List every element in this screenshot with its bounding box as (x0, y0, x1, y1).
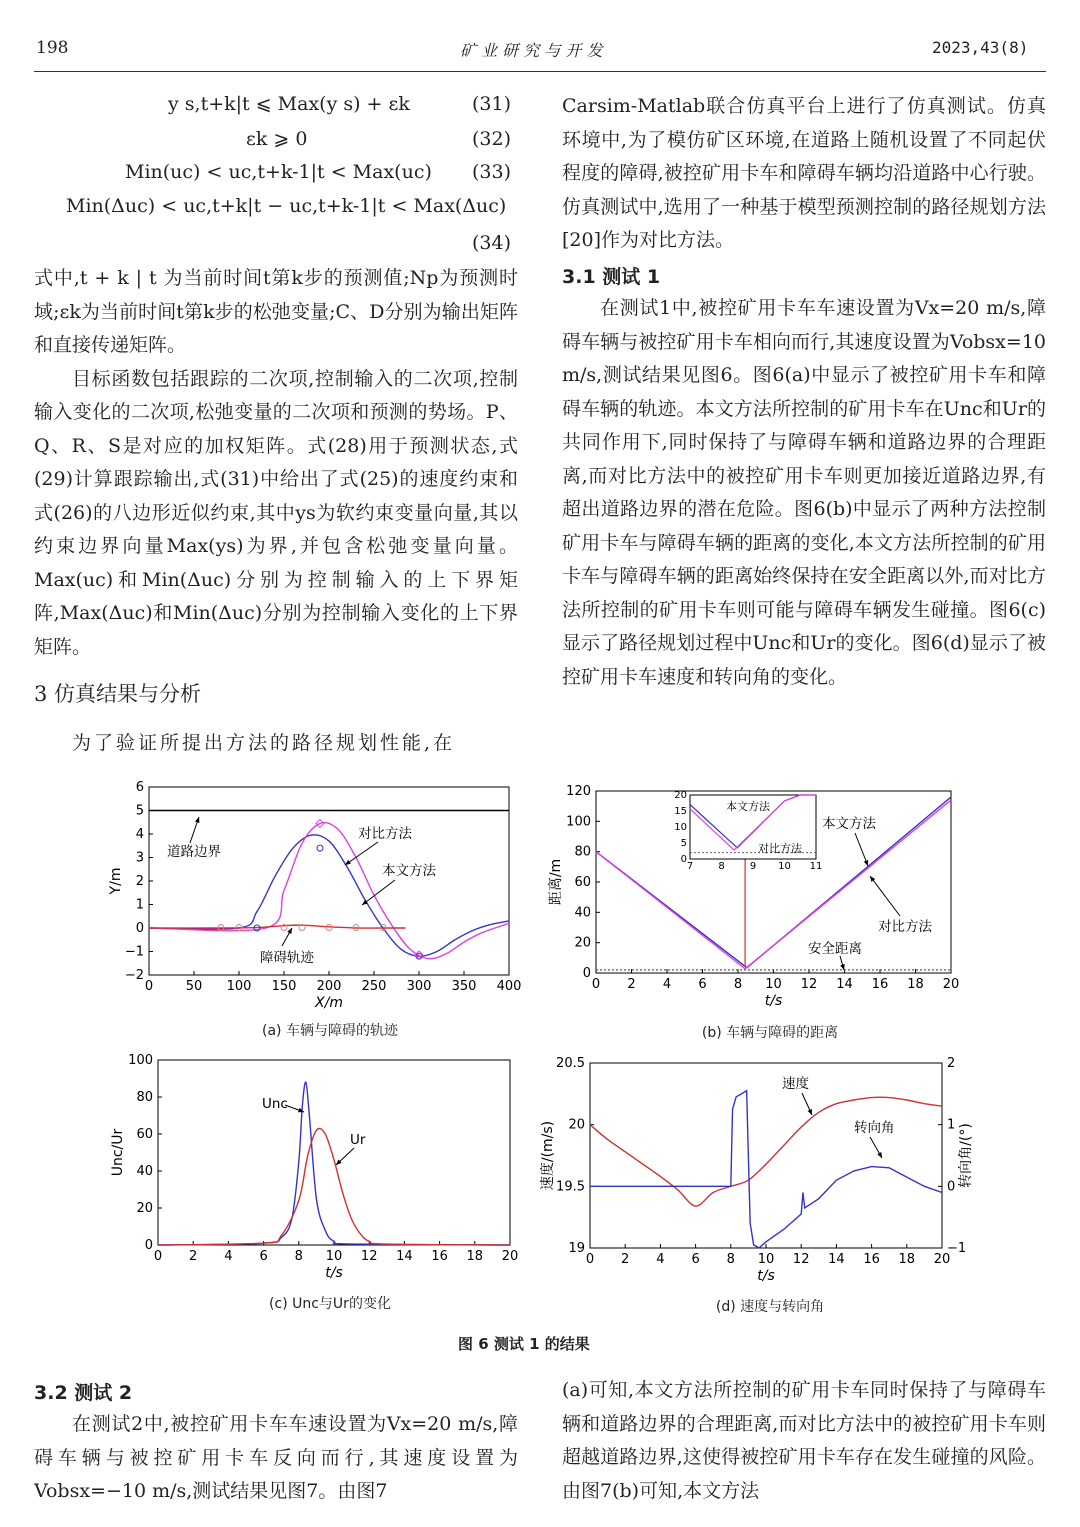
issue-info: 2023,43(8) (932, 38, 1029, 57)
fig6a-ytick-label: −1 (124, 944, 144, 960)
fig6a-xtick-label: 300 (406, 979, 432, 994)
fig6d-plot (540, 1056, 974, 1284)
fig6d-xtick-label: 2 (621, 1252, 630, 1267)
fig6b-label-compare-arrowhead (870, 876, 875, 882)
fig6b-xtick-label: 16 (871, 977, 889, 992)
fig6b-xtick-label: 0 (591, 977, 601, 992)
fig6d-xtick-label: 6 (691, 1252, 700, 1267)
fig6b-xtick-label: 4 (662, 977, 672, 992)
fig6c-xtick-label: 6 (259, 1249, 268, 1264)
fig6a-ytick-label: 6 (135, 780, 144, 795)
equation-34: Min(Δuc) < uc,t+k|t − uc,t+k-1|t < Max(Δuc) (66, 195, 507, 217)
fig6c-label-unc-arrowhead (298, 1108, 304, 1112)
fig6c-ytick-label: 0 (144, 1238, 153, 1253)
fig6d-y2tick-label: 1 (947, 1117, 956, 1133)
fig6c-ytick-label: 20 (136, 1201, 153, 1216)
fig6b-label-safe: 安全距离 (808, 941, 862, 957)
fig6c-series-Ur (158, 1129, 510, 1245)
fig6c-ytick-label: 80 (136, 1090, 153, 1105)
fig6b-plot (548, 784, 959, 1009)
fig6b-ytick-label: 120 (566, 784, 591, 799)
fig6b-chart (540, 778, 970, 1018)
fig6a-label-compare-arrowhead (345, 860, 351, 865)
left-final-text (34, 727, 518, 761)
fig6a-marker-ours (317, 845, 323, 851)
fig6d-xtick-label: 20 (933, 1252, 951, 1267)
equation-32: εk ⩾ 0 (246, 128, 308, 150)
fig6b-ytick-label: 20 (574, 935, 591, 951)
fig6b-inset-ytick-label: 15 (674, 806, 687, 817)
fig6b-inset-xtick-label: 9 (749, 861, 757, 872)
fig6b-inset-xtick-label: 10 (778, 861, 791, 872)
fig6b-inset-xtick-label: 8 (718, 861, 725, 872)
fig6c-ytick-label: 100 (128, 1053, 153, 1068)
fig6c-ytick-label: 60 (136, 1127, 153, 1142)
fig6c-xtick-label: 4 (224, 1249, 233, 1264)
fig6b-label-ours: 本文方法 (822, 816, 876, 832)
fig6d-y2label: 转向角/(°) (958, 1123, 974, 1188)
fig6d-series-速度 (590, 1097, 942, 1206)
fig6d-ytick-label: 20.5 (556, 1056, 585, 1071)
fig6a-ytick-label: 2 (135, 874, 144, 889)
fig6c-xtick-label: 8 (294, 1249, 303, 1264)
fig6d-ytick-label: 19 (568, 1241, 585, 1256)
fig6c-xtick-label: 18 (466, 1249, 484, 1264)
equation-33: Min(uc) < uc,t+k-1|t < Max(uc) (125, 161, 432, 183)
section-3-2-heading: 3.2 测试 2 (34, 1382, 133, 1404)
fig6b-label-ours-arrowhead (864, 860, 868, 866)
fig6a-caption: (a) 车辆与障碍的轨迹 (262, 1023, 398, 1039)
paragraph-symbols: 式中,t + k | t 为当前时间t第k步的预测值;Np为预测时域;εk为当前时间t第k步的松弛变量;C、D分别为输出矩阵和直接传递矩阵。 (34, 267, 518, 356)
fig6b-xtick-label: 20 (942, 977, 960, 992)
fig6b-inset-xtick-label: 11 (809, 861, 823, 872)
fig6d-xtick-label: 10 (757, 1252, 775, 1267)
header-rule (34, 71, 1046, 72)
fig6c-plot (110, 1053, 518, 1281)
fig6d-xtick-label: 18 (898, 1252, 916, 1267)
fig6b-ytick-label: 60 (574, 875, 591, 890)
right-test1-block (562, 292, 1046, 694)
equation-34-number: (34) (472, 232, 512, 254)
fig6d-xtick-label: 8 (726, 1252, 735, 1267)
fig6b-xtick-label: 12 (800, 977, 818, 992)
fig6a-label-road-arrowhead (195, 817, 199, 823)
fig6d-ylabel: 速度/(m/s) (540, 1120, 556, 1191)
lower-left-text (34, 1408, 518, 1509)
fig6a-series-对比方法 (149, 823, 509, 959)
fig6a-ytick-label: 5 (135, 803, 144, 819)
fig6a-label-obstacle: 障碍轨迹 (260, 950, 314, 966)
fig6a-chart (100, 780, 530, 1020)
fig6a-plot (108, 780, 521, 1011)
fig6c-ytick-label: 40 (136, 1164, 153, 1179)
fig6b-ytick-label: 100 (566, 814, 591, 830)
fig6a-label-road: 道路边界 (167, 844, 221, 860)
fig6d-xtick-label: 0 (585, 1252, 595, 1267)
lower-right-text (562, 1374, 1046, 1508)
fig6d-y2tick-label: 0 (947, 1179, 956, 1195)
fig6a-ytick-label: 1 (135, 897, 144, 913)
fig6c-xtick-label: 14 (396, 1249, 413, 1264)
fig6d-label-steer: 转向角 (854, 1120, 895, 1136)
fig6a-xtick-label: 350 (451, 979, 477, 994)
fig6b-xtick-label: 2 (627, 977, 636, 992)
fig6d-xtick-label: 4 (656, 1252, 665, 1267)
fig6b-ylabel: 距离/m (548, 858, 564, 906)
fig6b-xtick-label: 6 (698, 977, 707, 992)
fig6a-ytick-label: 3 (135, 850, 144, 866)
left-text-block (34, 262, 518, 664)
fig6c-xtick-label: 16 (431, 1249, 448, 1264)
fig6d-y2tick-label: 2 (947, 1056, 956, 1071)
fig6d-series-转向角 (590, 1091, 942, 1248)
fig6c-series-Unc (158, 1082, 510, 1245)
fig6b-label-safe-arrowhead (840, 964, 844, 970)
fig6c-label-unc: Unc (262, 1096, 288, 1112)
fig6d-label-speed: 速度 (782, 1076, 809, 1092)
fig6a-xtick-label: 0 (144, 979, 154, 994)
fig6a-frame (149, 787, 509, 975)
fig6d-xtick-label: 14 (828, 1252, 845, 1267)
paragraph-test2-results: (a)可知,本文方法所控制的矿用卡车同时保持了与障碍车辆和道路边界的合理距离,而对比方法中的被控矿用卡车则超越道路边界,这使得被控矿用卡车存在发生碰撞的风险。由图7(b)可知,本文方法 (562, 1379, 1046, 1502)
paragraph-platform: Carsim-Matlab联合仿真平台上进行了仿真测试。仿真环境中,为了模仿矿区环境,在道路上随机设置了不同起伏程度的障碍,被控矿用卡车和障碍车辆均沿道路中心行驶。仿真测试中,选用了一种基于模型预测控制的路径规划方法[20]作为对比方法。 (562, 95, 1046, 251)
fig6a-ylabel: Y/m (108, 867, 124, 895)
fig6b-inset-label-ours: 本文方法 (726, 800, 770, 813)
fig6b-inset-ytick-label: 5 (680, 838, 687, 849)
figure-6-title: 图 6 测试 1 的结果 (458, 1335, 590, 1353)
fig6b-inset-label-compare: 对比方法 (758, 842, 802, 855)
fig6d-xtick-label: 12 (792, 1252, 810, 1267)
fig6a-ytick-label: −2 (124, 968, 144, 983)
fig6b-xtick-label: 18 (907, 977, 924, 992)
equation-33-number: (33) (472, 161, 512, 183)
paragraph-objective: 目标函数包括跟踪的二次项,控制输入的二次项,控制输入变化的二次项,松弛变量的二次项和预测的势场。P、Q、R、S是对应的加权矩阵。式(28)用于预测状态,式(29)计算跟踪输出,式(31)中给出了式(25)的速度约束和式(26)的八边形近似约束,其中ys为软约束变量向量,其以约束边界向量Max(ys)为界,并包含松弛变量向量。Max(uc)和Min(Δuc)分别为控制输入的上下界矩阵,Max(Δuc)和Min(Δuc)分别为控制输入变化的上下界矩阵。 (34, 367, 518, 658)
fig6a-xtick-label: 50 (185, 979, 203, 994)
fig6d-xlabel: t/s (757, 1268, 775, 1284)
fig6a-xtick-label: 250 (361, 979, 387, 994)
equation-31-number: (31) (472, 93, 512, 115)
fig6c-xtick-label: 0 (153, 1249, 163, 1264)
fig6d-ytick-label: 19.5 (556, 1179, 585, 1195)
fig6a-label-compare: 对比方法 (358, 826, 412, 842)
fig6a-xtick-label: 400 (496, 979, 522, 994)
fig6c-xtick-label: 12 (360, 1249, 378, 1264)
fig6a-label-ours-arrow (362, 880, 395, 905)
section-3-1-heading: 3.1 测试 1 (562, 266, 661, 288)
fig6b-inset-xtick-label: 7 (686, 861, 694, 872)
fig6c-xtick-label: 20 (501, 1249, 519, 1264)
fig6d-ytick-label: 20 (568, 1117, 585, 1133)
fig6b-inset-ytick-label: 0 (680, 854, 687, 865)
fig6b-inset-ytick-label: 20 (674, 790, 687, 801)
fig6a-label-ours: 本文方法 (382, 863, 436, 879)
page-number: 198 (36, 38, 69, 58)
right-text-block (562, 90, 1046, 258)
fig6c-chart (100, 1050, 530, 1290)
fig6a-xlabel: X/m (315, 995, 343, 1011)
fig6c-label-ur: Ur (350, 1132, 366, 1148)
fig6b-xlabel: t/s (764, 993, 783, 1009)
fig6d-chart (540, 1050, 980, 1295)
fig6d-frame (590, 1063, 942, 1248)
fig6a-xtick-label: 150 (271, 979, 297, 994)
fig6c-caption: (c) Unc与Ur的变化 (269, 1296, 391, 1312)
fig6d-xtick-label: 16 (863, 1252, 880, 1267)
fig6b-ytick-label: 0 (582, 966, 591, 981)
fig6b-inset-ytick-label: 10 (674, 822, 687, 833)
fig6b-ytick-label: 80 (574, 844, 591, 860)
fig6b-xtick-label: 14 (836, 977, 853, 992)
fig6b-label-compare: 对比方法 (878, 919, 932, 935)
paragraph-test1: 在测试1中,被控矿用卡车车速设置为Vx=20 m/s,障碍车辆与被控矿用卡车相向而行,其速度设置为Vobsx=10 m/s,测试结果见图6。图6(a)中显示了被控矿用卡车和障碍车辆的轨迹。本文方法所控制的矿用卡车在Unc和Ur的共同作用下,同时保持了与障碍车辆和道路边界的合理距离,而对比方法中的被控矿用卡车则更加接近道路边界,有超出道路边界的潜在危险。图6(b)中显示了两种方法控制矿用卡车与障碍车辆的距离的变化,本文方法所控制的矿用卡车与障碍车辆的距离始终保持在安全距离以外,而对比方法所控制的矿用卡车则可能与障碍车辆发生碰撞。图6(c)显示了路径规划过程中Unc和Ur的变化。图6(d)显示了被控矿用卡车速度和转向角的变化。 (562, 297, 1046, 688)
fig6a-xtick-label: 200 (316, 979, 342, 994)
journal-name: 矿 业 研 究 与 开 发 (460, 41, 603, 60)
paragraph-test2: 在测试2中,被控矿用卡车车速设置为Vx=20 m/s,障碍车辆与被控矿用卡车反向而行,其速度设置为Vobsx=−10 m/s,测试结果见图7。由图7 (34, 1413, 518, 1502)
fig6d-y2tick-label: −1 (947, 1241, 967, 1256)
fig6b-ytick-label: 40 (574, 905, 591, 921)
fig6c-xlabel: t/s (325, 1265, 343, 1281)
fig6a-series-障碍轨迹 (149, 925, 406, 928)
fig6a-xtick-label: 100 (226, 979, 252, 994)
section-3-heading: 3 仿真结果与分析 (34, 682, 202, 706)
fig6b-label-compare-arrow (870, 876, 900, 916)
fig6a-ytick-label: 4 (135, 827, 144, 842)
equation-31: y s,t+k|t ⩽ Max(y s) + εk (168, 93, 410, 115)
fig6c-xtick-label: 2 (189, 1249, 198, 1264)
fig6c-xtick-label: 10 (325, 1249, 343, 1264)
fig6c-frame (158, 1060, 510, 1245)
fig6b-xtick-label: 10 (765, 977, 782, 992)
fig6d-caption: (d) 速度与转向角 (715, 1299, 825, 1315)
equation-32-number: (32) (472, 128, 512, 150)
fig6b-xtick-label: 8 (733, 977, 743, 992)
fig6b-caption: (b) 车辆与障碍的距离 (701, 1025, 839, 1041)
fig6a-ytick-label: 0 (135, 921, 144, 936)
fig6c-ylabel: Unc/Ur (110, 1128, 126, 1177)
paragraph-validate: 为了验证所提出方法的路径规划性能,在 (72, 732, 456, 754)
